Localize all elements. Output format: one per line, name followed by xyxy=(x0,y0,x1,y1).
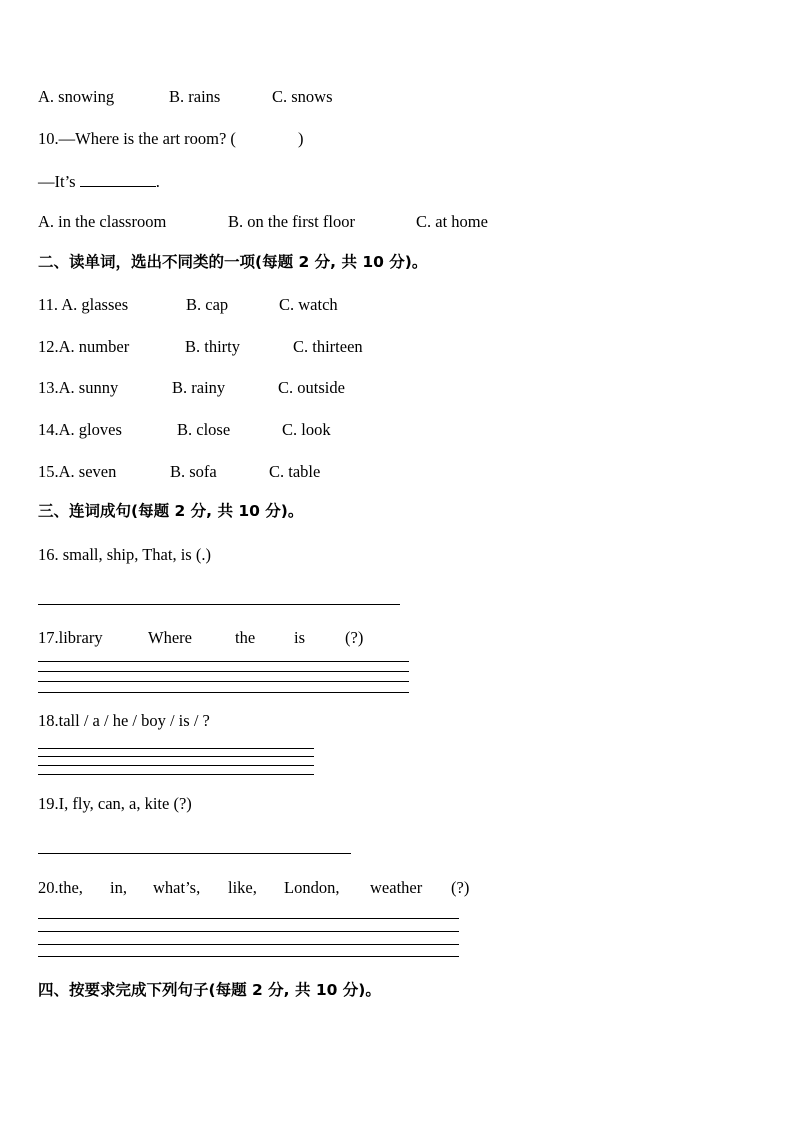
q17-word-4: is xyxy=(294,628,306,647)
q14-option-c: C. look xyxy=(282,420,331,439)
q10-answer-suffix: . xyxy=(155,172,160,191)
q17-word-1: 17.library xyxy=(38,628,103,647)
q20-answer-line-4[interactable] xyxy=(38,956,459,957)
q20-word-4: like, xyxy=(228,878,257,897)
q20-word-1: 20.the, xyxy=(38,878,83,897)
q20-word-7: (?) xyxy=(451,878,470,897)
q11-option-a: 11. A. glasses xyxy=(38,295,129,314)
section-4-title: 四、按要求完成下列句子(每题 2 分, 共 10 分)。 xyxy=(38,981,381,999)
q10-answer-line xyxy=(38,172,160,191)
q18-answer-line-2[interactable] xyxy=(38,756,314,757)
q10-option-c: C. at home xyxy=(416,212,488,231)
q17-word-2: Where xyxy=(148,628,192,647)
q20-word-2: in, xyxy=(110,878,127,897)
q16-prompt: 16. small, ship, That, is (.) xyxy=(38,545,211,564)
q10-close-paren: ) xyxy=(298,129,304,148)
q12-option-a: 12.A. number xyxy=(38,337,130,356)
q20-word-3: what’s, xyxy=(153,878,201,897)
q20-word-5: London, xyxy=(284,878,340,897)
q13-option-a: 13.A. sunny xyxy=(38,378,119,397)
q18-answer-line-3[interactable] xyxy=(38,765,314,766)
q17-answer-line-1[interactable] xyxy=(38,661,409,662)
q12-option-c: C. thirteen xyxy=(293,337,363,356)
section-2-title: 二、读单词，选出不同类的一项(每题 2 分, 共 10 分)。 xyxy=(38,253,428,271)
q10-answer-prefix: —It’s xyxy=(38,172,76,191)
section-3-title: 三、连词成句(每题 2 分, 共 10 分)。 xyxy=(38,502,304,520)
q10-question: 10.—Where is the art room? ( xyxy=(38,129,236,148)
q9-option-c: C. snows xyxy=(272,87,333,106)
q20-answer-line-2[interactable] xyxy=(38,931,459,932)
q17-word-5: (?) xyxy=(345,628,364,647)
q17-answer-line-4[interactable] xyxy=(38,692,409,693)
q9-option-b: B. rains xyxy=(169,87,221,106)
q16-answer-line[interactable] xyxy=(38,604,400,605)
q15-option-a: 15.A. seven xyxy=(38,462,117,481)
q15-option-b: B. sofa xyxy=(170,462,217,481)
q18-prompt: 18.tall / a / he / boy / is / ? xyxy=(38,711,210,730)
q11-option-c: C. watch xyxy=(279,295,338,314)
q17-word-3: the xyxy=(235,628,256,647)
q10-option-b: B. on the first floor xyxy=(228,212,355,231)
q19-prompt: 19.I, fly, can, a, kite (?) xyxy=(38,794,192,813)
q9-option-a: A. snowing xyxy=(38,87,115,106)
q14-option-a: 14.A. gloves xyxy=(38,420,122,439)
q18-answer-line-1[interactable] xyxy=(38,748,314,749)
q18-answer-line-4[interactable] xyxy=(38,774,314,775)
q13-option-b: B. rainy xyxy=(172,378,226,397)
q19-answer-line[interactable] xyxy=(38,853,351,854)
q17-answer-line-2[interactable] xyxy=(38,671,409,672)
q10-answer-blank[interactable] xyxy=(80,172,156,187)
q11-option-b: B. cap xyxy=(186,295,229,314)
q13-option-c: C. outside xyxy=(278,378,345,397)
q14-option-b: B. close xyxy=(177,420,231,439)
q12-option-b: B. thirty xyxy=(185,337,241,356)
q20-answer-line-1[interactable] xyxy=(38,918,459,919)
q10-option-a: A. in the classroom xyxy=(38,212,167,231)
q15-option-c: C. table xyxy=(269,462,321,481)
q20-answer-line-3[interactable] xyxy=(38,944,459,945)
q17-answer-line-3[interactable] xyxy=(38,681,409,682)
q20-word-6: weather xyxy=(370,878,423,897)
